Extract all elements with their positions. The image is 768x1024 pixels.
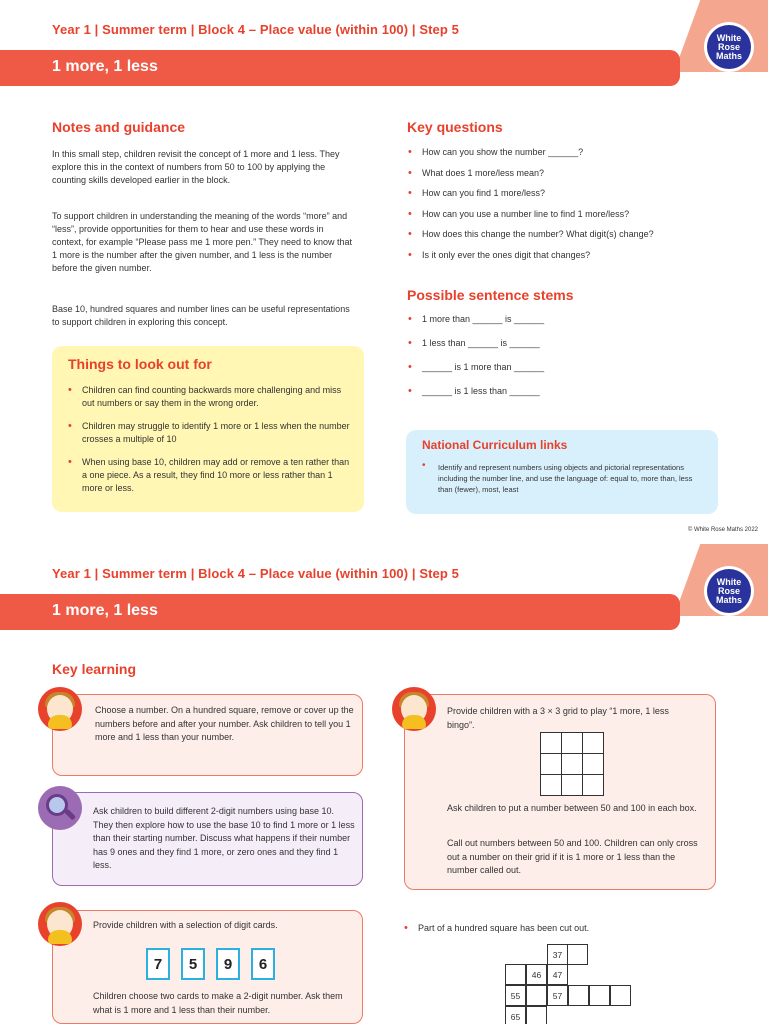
hundred-square-cell <box>610 985 631 1006</box>
notes-paragraph-2: To support children in understanding the meaning of the words “more” and “less”, provide opportunities for them to hear and use these words in context, for example “Please pass me 1 more pen.” They need to know that 1 more is the number after the given number, and 1 less is the number before the given number. <box>52 211 352 273</box>
card-text: Call out numbers between 50 and 100. Children can only cross out a number on their grid if it is 1 more or 1 less than the number called out. <box>447 838 698 875</box>
hundred-square-cell: 37 <box>547 944 568 965</box>
national-curriculum-box <box>406 430 718 514</box>
hundred-square-note: • Part of a hundred square has been cut out. <box>404 922 589 935</box>
digit-card: 5 <box>181 948 205 980</box>
digit-card: 9 <box>216 948 240 980</box>
digit-card: 7 <box>146 948 170 980</box>
white-rose-maths-logo: White Rose Maths <box>704 22 754 72</box>
list-item: • What does 1 more/less mean? <box>408 167 728 180</box>
key-learning-heading: Key learning <box>52 661 137 677</box>
list-item: • 1 less than ______ is ______ <box>408 337 728 350</box>
lookout-list <box>68 384 354 505</box>
hundred-square-cell <box>589 985 610 1006</box>
teacher-icon <box>38 902 82 946</box>
bullet-icon: • <box>422 460 426 471</box>
hundred-square-cell <box>505 964 526 985</box>
activity-card-4 <box>404 694 716 890</box>
card-text: Ask children to build different 2-digit numbers using base 10. They then explore how to use the base 10 to find 1 more or 1 less than their starting number. Discuss what happens if their number has 9 ones and they find 1 more, or zero ones and they find 1 less. <box>93 806 355 870</box>
card-text: Ask children to put a number between 50 and 100 in each box. <box>447 803 697 813</box>
card-text: Provide children with a selection of digit cards. <box>93 920 278 930</box>
list-item: • ______ is 1 less than ______ <box>408 385 728 398</box>
notes-paragraph-3: Base 10, hundred squares and number lines can be useful representations to support children in exploring this concept. <box>52 304 350 327</box>
list-item: • How can you find 1 more/less? <box>408 187 728 200</box>
card-text: Choose a number. On a hundred square, remove or cover up the numbers before and after your number. Ask children to tell you 1 more and 1 less than your number. <box>95 705 354 742</box>
activity-card-3 <box>52 910 363 1024</box>
activity-card-2 <box>52 792 363 886</box>
page-title: 1 more, 1 less <box>52 58 158 75</box>
hundred-square-cell: 46 <box>526 964 547 985</box>
nc-text: Identify and represent numbers using objects and pictorial representations including the number line, and use the language of: equal to, more than, less than (fewer), most, least <box>438 463 693 494</box>
digit-card: 6 <box>251 948 275 980</box>
key-questions-heading: Key questions <box>407 119 503 135</box>
list-item: • When using base 10, children may add or remove a ten rather than a one piece. As a result, they find 10 more or less rather than 1 more or less. <box>68 456 354 495</box>
things-to-look-out-for-box <box>52 346 364 512</box>
teacher-icon <box>38 687 82 731</box>
hundred-square-cell: 55 <box>505 985 526 1006</box>
page-title: 1 more, 1 less <box>52 602 158 619</box>
card-text: Provide children with a 3 × 3 grid to play “1 more, 1 less bingo”. <box>447 706 669 730</box>
bingo-grid <box>540 732 604 796</box>
list-item: • How can you use a number line to find 1 more/less? <box>408 208 728 221</box>
key-questions-list <box>408 146 728 269</box>
list-item: • 1 more than ______ is ______ <box>408 313 728 326</box>
hundred-square-cell <box>526 985 547 1006</box>
hundred-square-cell: 65 <box>505 1006 526 1024</box>
list-item: • Is it only ever the ones digit that changes? <box>408 249 728 262</box>
title-banner <box>0 50 680 86</box>
page-two <box>0 544 768 1024</box>
notes-paragraph-1: In this small step, children revisit the concept of 1 more and 1 less. They explore this in the context of numbers from 50 to 100 by applying the counting skills developed earlier in the block. <box>52 149 340 185</box>
card-text: Children choose two cards to make a 2-digit number. Ask them what is 1 more and 1 less than their number. <box>93 991 343 1015</box>
white-rose-maths-logo: White Rose Maths <box>704 566 754 616</box>
breadcrumb: Year 1 | Summer term | Block 4 – Place value (within 100) | Step 5 <box>52 22 459 37</box>
hundred-square-cell <box>567 944 588 965</box>
sentence-stems-list <box>408 313 728 409</box>
nc-heading: National Curriculum links <box>422 438 568 452</box>
hundred-square-cell: 47 <box>547 964 568 985</box>
list-item: • How can you show the number ______? <box>408 146 728 159</box>
hundred-square-cell <box>526 1006 547 1024</box>
breadcrumb: Year 1 | Summer term | Block 4 – Place value (within 100) | Step 5 <box>52 566 459 581</box>
copyright: © White Rose Maths 2022 <box>687 527 758 533</box>
list-item: • ______ is 1 more than ______ <box>408 361 728 374</box>
sentence-stems-heading: Possible sentence stems <box>407 287 574 303</box>
hundred-square-cell <box>568 985 589 1006</box>
lookout-heading: Things to look out for <box>68 356 212 372</box>
notes-heading: Notes and guidance <box>52 119 186 135</box>
list-item: • Children can find counting backwards more challenging and miss out numbers or say them in the wrong order. <box>68 384 354 410</box>
magnifying-glass-icon <box>38 786 82 830</box>
list-item: • How does this change the number? What digit(s) change? <box>408 228 728 241</box>
title-banner <box>0 594 680 630</box>
list-item: • Children may struggle to identify 1 more or 1 less when the number crosses a multiple of 10 <box>68 420 354 446</box>
teacher-icon <box>392 687 436 731</box>
activity-card-1 <box>52 694 363 776</box>
hundred-square-cell: 57 <box>547 985 568 1006</box>
